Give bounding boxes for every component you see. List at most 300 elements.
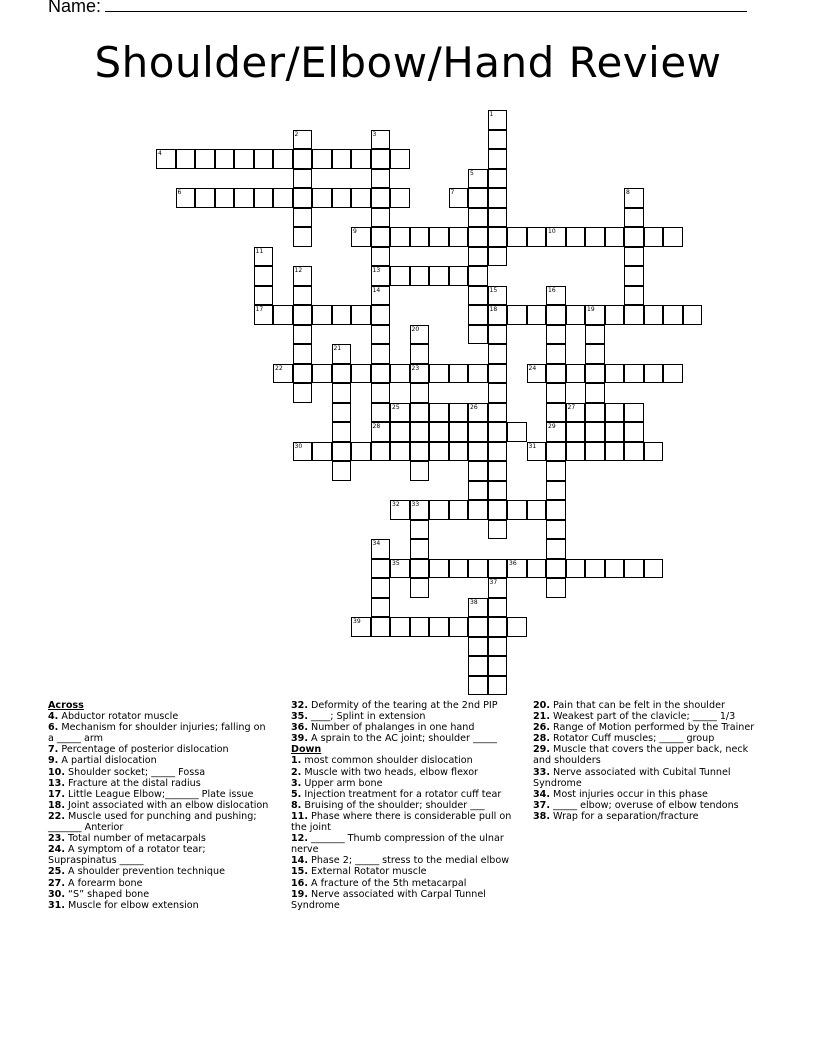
crossword-cell[interactable] xyxy=(566,403,586,423)
crossword-cell[interactable] xyxy=(312,149,332,169)
crossword-cell[interactable] xyxy=(468,188,488,208)
crossword-cell[interactable] xyxy=(390,442,410,462)
crossword-cell[interactable] xyxy=(605,422,625,442)
crossword-cell[interactable] xyxy=(410,364,430,384)
crossword-cell[interactable] xyxy=(429,617,449,637)
crossword-cell[interactable] xyxy=(371,305,391,325)
crossword-cell[interactable] xyxy=(449,617,469,637)
crossword-cell[interactable] xyxy=(254,266,274,286)
crossword-cell[interactable] xyxy=(410,344,430,364)
crossword-cell[interactable] xyxy=(546,383,566,403)
crossword-cell[interactable] xyxy=(371,286,391,306)
crossword-cell[interactable] xyxy=(468,598,488,618)
crossword-cell[interactable] xyxy=(312,188,332,208)
crossword-cell[interactable] xyxy=(390,188,410,208)
crossword-cell[interactable] xyxy=(371,130,391,150)
clue-number-label: 12. xyxy=(291,833,308,845)
clue-text: Rotator Cuff muscles; _____ group xyxy=(550,733,715,745)
crossword-cell[interactable] xyxy=(624,403,644,423)
clue-item xyxy=(291,889,517,911)
clue-number: 15 xyxy=(489,286,498,294)
crossword-cell[interactable] xyxy=(488,169,508,189)
crossword-cell[interactable] xyxy=(390,422,410,442)
crossword-cell[interactable] xyxy=(429,500,449,520)
crossword-cell[interactable] xyxy=(371,344,391,364)
crossword-cell[interactable] xyxy=(332,188,352,208)
clue-number-label: 21. xyxy=(533,711,550,723)
clue-item xyxy=(48,866,270,877)
crossword-cell[interactable] xyxy=(488,130,508,150)
clue-text: Percentage of posterior dislocation xyxy=(58,744,229,756)
crossword-cell[interactable] xyxy=(488,110,508,130)
crossword-cell[interactable] xyxy=(312,442,332,462)
crossword-cell[interactable] xyxy=(293,383,313,403)
crossword-cell[interactable] xyxy=(273,305,293,325)
crossword-cell[interactable] xyxy=(449,403,469,423)
crossword-cell[interactable] xyxy=(234,149,254,169)
crossword-cell[interactable] xyxy=(507,500,527,520)
crossword-cell[interactable] xyxy=(390,266,410,286)
crossword-cell[interactable] xyxy=(566,364,586,384)
crossword-cell[interactable] xyxy=(527,442,547,462)
crossword-cell[interactable] xyxy=(468,403,488,423)
crossword-cell[interactable] xyxy=(546,520,566,540)
crossword-cell[interactable] xyxy=(468,227,488,247)
crossword-cell[interactable] xyxy=(644,559,664,579)
crossword-cell[interactable] xyxy=(293,325,313,345)
clue-number: 37 xyxy=(489,579,498,586)
crossword-cell[interactable] xyxy=(546,344,566,364)
crossword-cell[interactable] xyxy=(488,227,508,247)
crossword-cell[interactable] xyxy=(468,422,488,442)
crossword-cell[interactable] xyxy=(468,637,488,657)
clue-number-label: 9. xyxy=(48,755,59,767)
crossword-cell[interactable] xyxy=(468,208,488,228)
clue-text: A sprain to the AC joint; shoulder _____ xyxy=(308,733,497,745)
crossword-cell[interactable] xyxy=(468,500,488,520)
crossword-cell[interactable] xyxy=(488,481,508,501)
crossword-cell[interactable] xyxy=(488,286,508,306)
crossword-cell[interactable] xyxy=(371,383,391,403)
crossword-cell[interactable] xyxy=(449,188,469,208)
crossword-cell[interactable] xyxy=(371,539,391,559)
crossword-cell[interactable] xyxy=(371,442,391,462)
crossword-cell[interactable] xyxy=(449,500,469,520)
crossword-cell[interactable] xyxy=(410,520,430,540)
crossword-cell[interactable] xyxy=(429,227,449,247)
crossword-cell[interactable] xyxy=(371,208,391,228)
crossword-cell[interactable] xyxy=(293,149,313,169)
crossword-cell[interactable] xyxy=(546,286,566,306)
crossword-cell[interactable] xyxy=(390,559,410,579)
crossword-cell[interactable] xyxy=(488,422,508,442)
crossword-cell[interactable] xyxy=(585,364,605,384)
clue-item xyxy=(291,789,517,800)
crossword-cell[interactable] xyxy=(449,364,469,384)
crossword-cell[interactable] xyxy=(624,364,644,384)
crossword-cell[interactable] xyxy=(585,559,605,579)
crossword-cell[interactable] xyxy=(273,149,293,169)
crossword-cell[interactable] xyxy=(605,559,625,579)
crossword-cell[interactable] xyxy=(546,461,566,481)
crossword-cell[interactable] xyxy=(468,481,488,501)
crossword-cell[interactable] xyxy=(215,149,235,169)
crossword-cell[interactable] xyxy=(449,227,469,247)
crossword-cell[interactable] xyxy=(293,130,313,150)
crossword-cell[interactable] xyxy=(624,305,644,325)
crossword-cell[interactable] xyxy=(468,617,488,637)
clue-number: 38 xyxy=(470,598,478,606)
crossword-cell[interactable] xyxy=(488,247,508,267)
clue-number-label: 5. xyxy=(291,788,302,800)
crossword-cell[interactable] xyxy=(527,559,547,579)
crossword-cell[interactable] xyxy=(273,188,293,208)
crossword-cell[interactable] xyxy=(390,403,410,423)
crossword-cell[interactable] xyxy=(566,442,586,462)
crossword-cell[interactable] xyxy=(468,559,488,579)
clue-number: 35 xyxy=(392,559,400,567)
clue-item xyxy=(48,811,270,833)
clue-item xyxy=(48,844,270,866)
crossword-cell[interactable] xyxy=(546,578,566,598)
crossword-cell[interactable] xyxy=(644,227,664,247)
crossword-cell[interactable] xyxy=(351,188,371,208)
clue-text: Muscle for elbow extension xyxy=(65,899,199,911)
clue-number-label: 15. xyxy=(291,866,308,878)
crossword-cell[interactable] xyxy=(644,442,664,462)
crossword-cell[interactable] xyxy=(585,227,605,247)
crossword-cell[interactable] xyxy=(527,500,547,520)
clue-text: Wrap for a separation/fracture xyxy=(550,810,699,822)
crossword-cell[interactable] xyxy=(468,305,488,325)
clue-number: 22 xyxy=(275,364,283,372)
clue-text: Most injuries occur in this phase xyxy=(550,788,708,800)
crossword-cell[interactable] xyxy=(488,442,508,462)
crossword-cell[interactable] xyxy=(371,247,391,267)
crossword-cell[interactable] xyxy=(293,442,313,462)
crossword-cell[interactable] xyxy=(468,286,488,306)
crossword-cell[interactable] xyxy=(332,305,352,325)
crossword-cell[interactable] xyxy=(351,364,371,384)
crossword-cell[interactable] xyxy=(371,188,391,208)
crossword-cell[interactable] xyxy=(605,364,625,384)
crossword-cell[interactable] xyxy=(195,149,215,169)
crossword-cell[interactable] xyxy=(605,305,625,325)
clue-number-label: 37. xyxy=(533,799,550,811)
crossword-cell[interactable] xyxy=(371,169,391,189)
crossword-cell[interactable] xyxy=(566,305,586,325)
crossword-cell[interactable] xyxy=(312,364,332,384)
crossword-cell[interactable] xyxy=(488,520,508,540)
crossword-cell[interactable] xyxy=(332,422,352,442)
crossword-cell[interactable] xyxy=(663,227,683,247)
crossword-cell[interactable] xyxy=(293,305,313,325)
crossword-cell[interactable] xyxy=(410,266,430,286)
crossword-cell[interactable] xyxy=(488,637,508,657)
crossword-cell[interactable] xyxy=(605,442,625,462)
crossword-cell[interactable] xyxy=(468,442,488,462)
crossword-cell[interactable] xyxy=(488,676,508,696)
crossword-cell[interactable] xyxy=(468,169,488,189)
crossword-cell[interactable] xyxy=(468,364,488,384)
crossword-cell[interactable] xyxy=(351,617,371,637)
crossword-cell[interactable] xyxy=(488,364,508,384)
crossword-cell[interactable] xyxy=(488,208,508,228)
crossword-cell[interactable] xyxy=(624,188,644,208)
crossword-cell[interactable] xyxy=(527,227,547,247)
crossword-cell[interactable] xyxy=(293,364,313,384)
crossword-cell[interactable] xyxy=(371,266,391,286)
crossword-cell[interactable] xyxy=(254,188,274,208)
clue-number-label: 4. xyxy=(48,711,59,723)
crossword-cell[interactable] xyxy=(624,442,644,462)
clue-item xyxy=(291,833,517,855)
crossword-cell[interactable] xyxy=(585,325,605,345)
crossword-cell[interactable] xyxy=(390,149,410,169)
crossword-cell[interactable] xyxy=(546,539,566,559)
crossword-cell[interactable] xyxy=(410,539,430,559)
clue-number: 19 xyxy=(587,306,595,313)
crossword-cell[interactable] xyxy=(410,578,430,598)
crossword-cell[interactable] xyxy=(507,227,527,247)
clue-item xyxy=(533,711,763,722)
crossword-cell[interactable] xyxy=(332,149,352,169)
crossword-cell[interactable] xyxy=(254,286,274,306)
clue-item xyxy=(291,811,517,833)
crossword-cell[interactable] xyxy=(663,305,683,325)
clue-number-label: 29. xyxy=(533,744,550,756)
crossword-cell[interactable] xyxy=(390,227,410,247)
crossword-cell[interactable] xyxy=(488,500,508,520)
crossword-cell[interactable] xyxy=(390,500,410,520)
crossword-cell[interactable] xyxy=(546,325,566,345)
crossword-cell[interactable] xyxy=(351,305,371,325)
clue-number: 34 xyxy=(372,540,381,547)
crossword-cell[interactable] xyxy=(429,266,449,286)
crossword-cell[interactable] xyxy=(215,188,235,208)
clue-item xyxy=(533,800,763,811)
crossword-cell[interactable] xyxy=(624,208,644,228)
crossword-cell[interactable] xyxy=(293,227,313,247)
crossword-cell[interactable] xyxy=(663,364,683,384)
crossword-cell[interactable] xyxy=(371,578,391,598)
crossword-cell[interactable] xyxy=(624,559,644,579)
crossword-cell[interactable] xyxy=(371,598,391,618)
crossword-cell[interactable] xyxy=(468,656,488,676)
crossword-cell[interactable] xyxy=(371,617,391,637)
crossword-cell[interactable] xyxy=(332,403,352,423)
crossword-cell[interactable] xyxy=(410,422,430,442)
clue-number-label: 16. xyxy=(291,877,308,889)
crossword-cell[interactable] xyxy=(546,364,566,384)
crossword-cell[interactable] xyxy=(468,676,488,696)
crossword-cell[interactable] xyxy=(254,247,274,267)
crossword-cell[interactable] xyxy=(371,422,391,442)
crossword-cell[interactable] xyxy=(332,364,352,384)
clue-number: 13 xyxy=(372,267,381,274)
crossword-cell[interactable] xyxy=(507,422,527,442)
crossword-cell[interactable] xyxy=(371,325,391,345)
crossword-cell[interactable] xyxy=(429,403,449,423)
crossword-cell[interactable] xyxy=(410,617,430,637)
clue-item xyxy=(291,800,517,811)
crossword-cell[interactable] xyxy=(624,227,644,247)
clue-item xyxy=(533,744,763,766)
crossword-cell[interactable] xyxy=(527,364,547,384)
crossword-cell[interactable] xyxy=(371,149,391,169)
crossword-cell[interactable] xyxy=(468,247,488,267)
crossword-cell[interactable] xyxy=(488,344,508,364)
crossword-cell[interactable] xyxy=(254,305,274,325)
crossword-cell[interactable] xyxy=(546,500,566,520)
crossword-cell[interactable] xyxy=(546,442,566,462)
crossword-cell[interactable] xyxy=(351,442,371,462)
crossword-cell[interactable] xyxy=(351,227,371,247)
crossword-cell[interactable] xyxy=(488,403,508,423)
clue-text: Pain that can be felt in the shoulder xyxy=(550,700,725,711)
crossword-cell[interactable] xyxy=(468,461,488,481)
crossword-cell[interactable] xyxy=(605,227,625,247)
crossword-cell[interactable] xyxy=(488,383,508,403)
crossword-cell[interactable] xyxy=(488,578,508,598)
clue-number-label: 6. xyxy=(48,722,59,734)
crossword-cell[interactable] xyxy=(488,188,508,208)
crossword-cell[interactable] xyxy=(410,559,430,579)
crossword-cell[interactable] xyxy=(293,266,313,286)
clue-number: 25 xyxy=(392,403,400,411)
crossword-cell[interactable] xyxy=(488,656,508,676)
clue-number-label: 10. xyxy=(48,766,65,778)
crossword-cell[interactable] xyxy=(546,403,566,423)
crossword-cell[interactable] xyxy=(527,305,547,325)
crossword-cell[interactable] xyxy=(371,403,391,423)
crossword-cell[interactable] xyxy=(176,188,196,208)
crossword-cell[interactable] xyxy=(410,227,430,247)
crossword-cell[interactable] xyxy=(468,325,488,345)
clue-text: Mechanism for shoulder injuries; falling on a _____ arm xyxy=(48,722,266,745)
crossword-cell[interactable] xyxy=(585,422,605,442)
crossword-cell[interactable] xyxy=(371,364,391,384)
crossword-cell[interactable] xyxy=(351,149,371,169)
crossword-cell[interactable] xyxy=(449,266,469,286)
crossword-cell[interactable] xyxy=(546,481,566,501)
clue-text: A forearm bone xyxy=(65,877,143,889)
crossword-cell[interactable] xyxy=(624,266,644,286)
crossword-cell[interactable] xyxy=(488,617,508,637)
clue-text: _____ elbow; overuse of elbow tendons xyxy=(550,799,739,811)
crossword-cell[interactable] xyxy=(410,403,430,423)
crossword-cell[interactable] xyxy=(605,403,625,423)
crossword-cell[interactable] xyxy=(293,286,313,306)
crossword-cell[interactable] xyxy=(410,325,430,345)
crossword-cell[interactable] xyxy=(410,442,430,462)
clue-item xyxy=(533,722,763,733)
crossword-cell[interactable] xyxy=(624,422,644,442)
crossword-cell[interactable] xyxy=(332,383,352,403)
crossword-cell[interactable] xyxy=(410,461,430,481)
crossword-cell[interactable] xyxy=(293,169,313,189)
crossword-cell[interactable] xyxy=(546,559,566,579)
crossword-cell[interactable] xyxy=(429,422,449,442)
clue-number-label: 14. xyxy=(291,855,308,867)
clue-number-label: 25. xyxy=(48,866,65,878)
clue-text: Total number of metacarpals xyxy=(65,833,206,845)
crossword-cell[interactable] xyxy=(566,559,586,579)
crossword-cell[interactable] xyxy=(488,149,508,169)
crossword-cell[interactable] xyxy=(507,305,527,325)
crossword-cell[interactable] xyxy=(566,227,586,247)
crossword-cell[interactable] xyxy=(644,364,664,384)
crossword-cell[interactable] xyxy=(254,149,274,169)
crossword-cell[interactable] xyxy=(371,227,391,247)
crossword-cell[interactable] xyxy=(546,305,566,325)
crossword-cell[interactable] xyxy=(488,598,508,618)
crossword-cell[interactable] xyxy=(546,422,566,442)
clue-text: Deformity of the tearing at the 2nd PIP xyxy=(308,700,498,711)
crossword-cell[interactable] xyxy=(156,149,176,169)
crossword-cell[interactable] xyxy=(585,344,605,364)
crossword-cell[interactable] xyxy=(371,559,391,579)
crossword-cell[interactable] xyxy=(293,208,313,228)
crossword-cell[interactable] xyxy=(683,305,703,325)
crossword-cell[interactable] xyxy=(332,461,352,481)
crossword-cell[interactable] xyxy=(273,364,293,384)
crossword-cell[interactable] xyxy=(410,500,430,520)
crossword-cell[interactable] xyxy=(585,305,605,325)
crossword-cell[interactable] xyxy=(293,188,313,208)
crossword-cell[interactable] xyxy=(488,559,508,579)
crossword-cell[interactable] xyxy=(332,344,352,364)
crossword-cell[interactable] xyxy=(332,442,352,462)
clue-number-label: 11. xyxy=(291,810,308,822)
crossword-cell[interactable] xyxy=(390,617,410,637)
crossword-cell[interactable] xyxy=(410,383,430,403)
crossword-cell[interactable] xyxy=(234,188,254,208)
crossword-cell[interactable] xyxy=(195,188,215,208)
crossword-cell[interactable] xyxy=(449,559,469,579)
crossword-cell[interactable] xyxy=(176,149,196,169)
clue-number: 33 xyxy=(411,501,420,508)
crossword-cell[interactable] xyxy=(488,461,508,481)
clue-number-label: 22. xyxy=(48,810,65,822)
crossword-cell[interactable] xyxy=(507,559,527,579)
crossword-cell[interactable] xyxy=(566,422,586,442)
crossword-cell[interactable] xyxy=(585,403,605,423)
clue-number: 30 xyxy=(294,442,303,450)
crossword-cell[interactable] xyxy=(488,325,508,345)
crossword-cell[interactable] xyxy=(449,422,469,442)
crossword-cell[interactable] xyxy=(644,305,664,325)
crossword-cell[interactable] xyxy=(585,383,605,403)
crossword-cell[interactable] xyxy=(468,266,488,286)
crossword-cell[interactable] xyxy=(293,344,313,364)
crossword-cell[interactable] xyxy=(507,617,527,637)
crossword-cell[interactable] xyxy=(390,364,410,384)
crossword-cell[interactable] xyxy=(488,305,508,325)
crossword-cell[interactable] xyxy=(429,364,449,384)
crossword-cell[interactable] xyxy=(449,442,469,462)
crossword-cell[interactable] xyxy=(624,247,644,267)
crossword-cell[interactable] xyxy=(546,227,566,247)
clue-text: _______ Thumb compression of the ulnar nerve xyxy=(291,833,504,856)
crossword-cell[interactable] xyxy=(585,442,605,462)
clue-number: 32 xyxy=(392,501,400,508)
crossword-cell[interactable] xyxy=(429,442,449,462)
clue-number-label: 24. xyxy=(48,844,65,856)
crossword-cell[interactable] xyxy=(624,286,644,306)
crossword-cell[interactable] xyxy=(429,559,449,579)
crossword-cell[interactable] xyxy=(312,305,332,325)
